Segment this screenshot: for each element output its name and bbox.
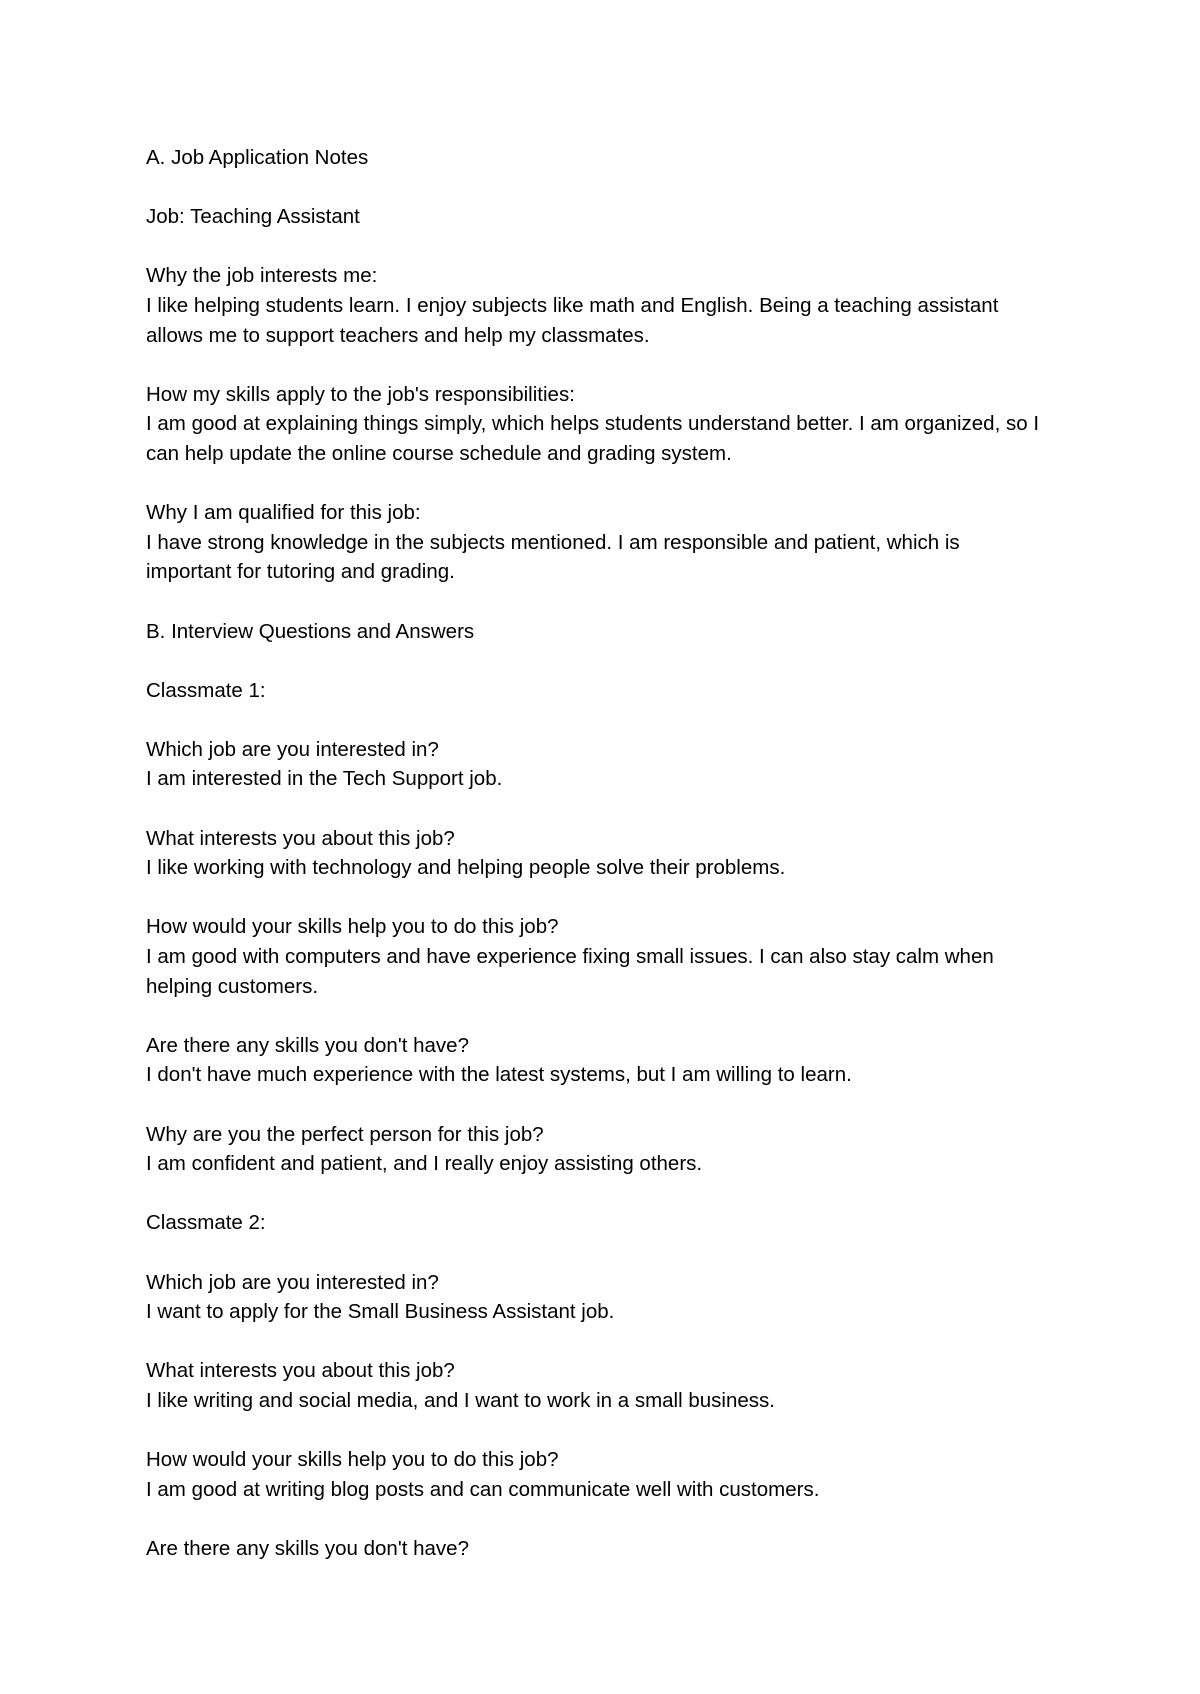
qa-item xyxy=(146,1356,1046,1415)
interest-label: Why the job interests me: xyxy=(146,264,378,288)
question: Which job are you interested in? xyxy=(146,1270,439,1294)
skills-text: I am good at explaining things simply, which helps students understand better. I am organized, so I can help update the online course schedule and grading system. xyxy=(146,412,1040,465)
question: How would your skills help you to do this job? xyxy=(146,1448,559,1472)
classmate-2-label: Classmate 2: xyxy=(146,1211,266,1235)
question: What interests you about this job? xyxy=(146,826,455,850)
qa-item xyxy=(146,1445,1046,1504)
interest-text: I like helping students learn. I enjoy subjects like math and English. Being a teaching assistant allows me to support teachers and help my classmates. xyxy=(146,293,999,347)
answer: I want to apply for the Small Business Assistant job. xyxy=(146,1300,615,1324)
qualified-paragraph xyxy=(146,498,1046,587)
section-a-heading: A. Job Application Notes xyxy=(146,146,369,169)
qa-item xyxy=(146,735,1046,794)
qa-item xyxy=(146,1534,1046,1564)
qualified-text: I have strong knowledge in the subjects mentioned. I am responsible and patient, which is important for tutoring and grading. xyxy=(146,530,960,584)
qa-item xyxy=(146,824,1046,883)
qa-item xyxy=(146,1268,1046,1327)
qa-item xyxy=(146,1120,1046,1179)
skills-paragraph xyxy=(146,380,1046,469)
qa-item xyxy=(146,912,1046,1001)
document-content xyxy=(146,143,1046,1593)
answer: I am confident and patient, and I really enjoy assisting others. xyxy=(146,1152,703,1176)
skills-label: How my skills apply to the job's responsibilities: xyxy=(146,382,575,406)
interest-paragraph xyxy=(146,261,1046,350)
question: Which job are you interested in? xyxy=(146,737,439,761)
answer: I like writing and social media, and I want to work in a small business. xyxy=(146,1388,775,1412)
question: Are there any skills you don't have? xyxy=(146,1536,469,1560)
question: Why are you the perfect person for this job? xyxy=(146,1122,544,1146)
job-title: Job: Teaching Assistant xyxy=(146,205,360,229)
answer: I am interested in the Tech Support job. xyxy=(146,767,503,791)
qualified-label: Why I am qualified for this job: xyxy=(146,501,421,525)
answer: I like working with technology and helping people solve their problems. xyxy=(146,856,786,880)
answer: I don't have much experience with the latest systems, but I am willing to learn. xyxy=(146,1063,852,1087)
answer: I am good at writing blog posts and can communicate well with customers. xyxy=(146,1477,820,1501)
answer: I am good with computers and have experience fixing small issues. I can also stay calm when helping customers. xyxy=(146,945,994,998)
question: Are there any skills you don't have? xyxy=(146,1033,469,1057)
classmate-1-label: Classmate 1: xyxy=(146,678,266,702)
question: How would your skills help you to do this job? xyxy=(146,915,559,939)
section-b-heading: B. Interview Questions and Answers xyxy=(146,619,475,643)
question: What interests you about this job? xyxy=(146,1359,455,1383)
qa-item xyxy=(146,1031,1046,1090)
